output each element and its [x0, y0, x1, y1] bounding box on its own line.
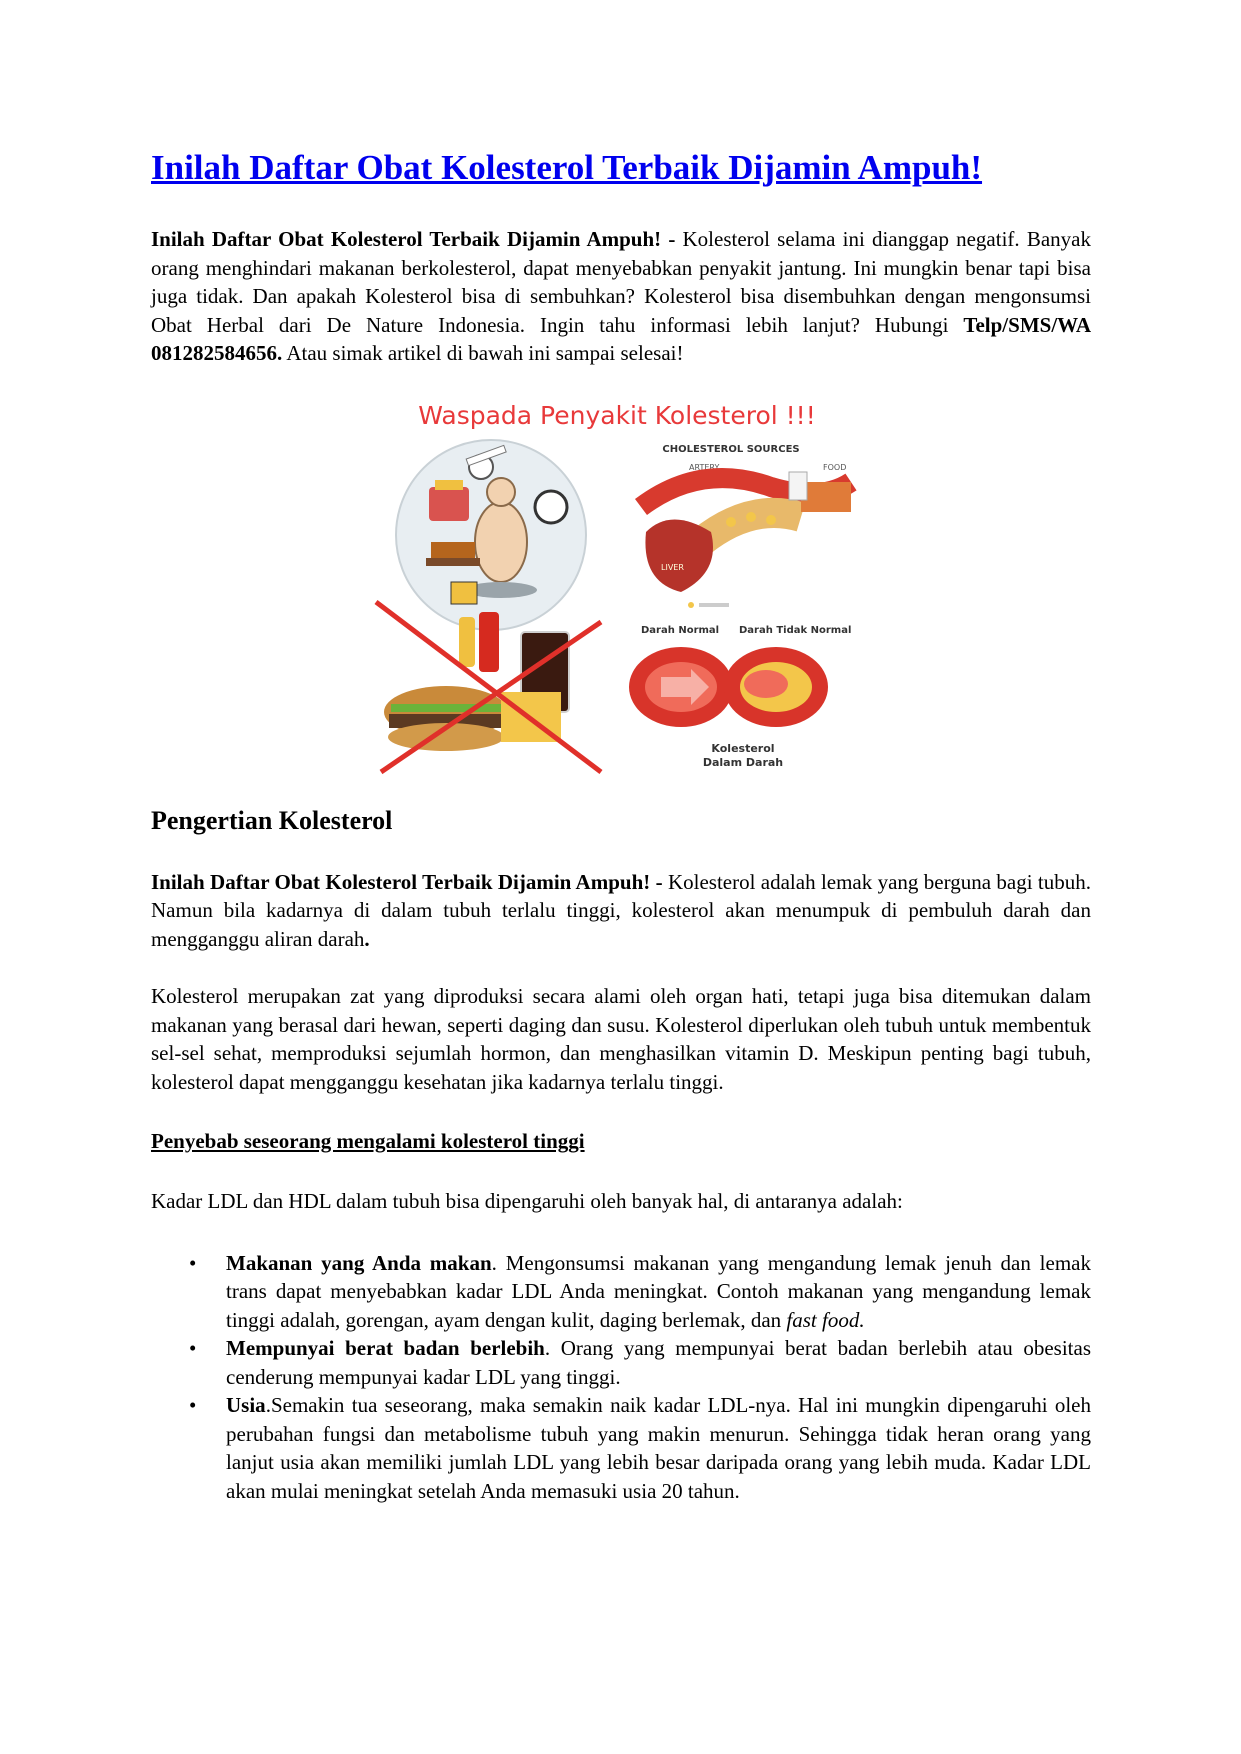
cholesterol-caption-line2: Dalam Darah	[702, 755, 784, 769]
list-item	[151, 1391, 1091, 1505]
article-title-link[interactable]: Inilah Daftar Obat Kolesterol Terbaik Dijamin Ampuh!	[151, 148, 983, 187]
list-item-text: .Semakin tua seseorang, maka semakin naik kadar LDL-nya. Hal ini mungkin dipengaruhi oleh perubahan fungsi dan metabolisme tubuh yang makin menurun. Sehingga tidak heran orang yang lanjut usia akan memiliki jumlah LDL yang lebih besar daripada orang yang lebih muda. Kadar LDL akan mulai meningkat setelah Anda memasuki usia 20 tahun.	[226, 1393, 1091, 1503]
definition-paragraph	[151, 868, 1091, 954]
intro-lead: Inilah Daftar Obat Kolesterol Terbaik Dijamin Ampuh! -	[151, 227, 676, 251]
cholesterol-infographic	[371, 392, 863, 776]
infographic-heading: Waspada Penyakit Kolesterol !!!	[418, 400, 816, 430]
production-paragraph: Kolesterol merupakan zat yang diproduksi secara alami oleh organ hati, tetapi juga bisa ditemukan dalam makanan yang berasal dari hewan, seperti daging dan susu. Kolesterol diperlukan oleh tubuh untuk membentuk sel-sel sehat, memproduksi sejumlah hormon, dan menghasilkan vitamin D. Meskipun penting bagi tubuh, kolesterol dapat mengganggu kesehatan jika kadarnya terlalu tinggi.	[151, 984, 1091, 1094]
causes-intro: Kadar LDL dan HDL dalam tubuh bisa dipengaruhi oleh banyak hal, di antaranya adalah:	[151, 1189, 903, 1213]
definition-end: .	[364, 926, 370, 951]
definition-text: Kolesterol adalah lemak yang berguna bagi tubuh. Namun bila kadarnya di dalam tubuh terlalu tinggi, kolesterol akan menumpuk di pembuluh darah dan mengganggu aliran darah	[151, 869, 1091, 951]
lifestyle-circle	[396, 440, 586, 630]
section-heading-definition: Pengertian Kolesterol	[151, 805, 393, 835]
list-item-text: . Mengonsumsi makanan yang mengandung lemak jenuh dan lemak trans dapat menyebabkan kadar LDL Anda meningkat. Contoh makanan yang mengandung lemak tinggi adalah, gorengan, ayam dengan kulit, daging berlemak, dan	[226, 1250, 1091, 1332]
intro-text: Kolesterol selama ini dianggap negatif. Banyak orang menghindari makanan berkolesterol, dapat menyebabkan penyakit jantung. Ini mungkin benar tapi bisa juga tidak. Dan apakah Kolesterol bisa di sembuhkan? Kolesterol bisa disembuhkan dengan mengonsumsi Obat Herbal dari De Nature Indonesia. Ingin tahu informasi lebih lanjut? Hubungi	[151, 227, 1091, 337]
cholesterol-caption-line1: Kolesterol	[711, 741, 775, 755]
contact-number: Telp/SMS/WA 081282584656.	[151, 312, 1091, 365]
list-item	[151, 1249, 1091, 1335]
intro-text-end: Atau simak artikel di bawah ini sampai selesai!	[282, 341, 684, 365]
abnormal-blood-label: Darah Tidak Normal	[739, 624, 852, 636]
list-item-term: Usia	[226, 1393, 266, 1417]
bullet-icon: •	[189, 1393, 197, 1417]
list-item-italic: fast food.	[786, 1307, 865, 1332]
list-item-text: . Orang yang mempunyai berat badan berlebih atau obesitas cenderung mempunyai kadar LDL yang tinggi.	[226, 1336, 1092, 1389]
artery-label: ARTERY	[689, 462, 720, 472]
section-heading-causes: Penyebab seseorang mengalami kolesterol tinggi	[151, 1129, 585, 1153]
bullet-icon: •	[189, 1250, 197, 1275]
liver-label: LIVER	[661, 562, 684, 572]
list-item	[151, 1334, 1091, 1391]
article	[151, 146, 1091, 1505]
infographic-illustration	[371, 392, 863, 776]
list-item-term: Makanan yang Anda makan	[226, 1250, 492, 1275]
normal-blood-label: Darah Normal	[641, 624, 720, 636]
sources-label: CHOLESTEROL SOURCES	[662, 443, 800, 455]
definition-lead: Inilah Daftar Obat Kolesterol Terbaik Dijamin Ampuh! -	[151, 869, 663, 894]
list-item-term: Mempunyai berat badan berlebih	[226, 1336, 545, 1360]
food-label: FOOD	[823, 462, 847, 472]
bullet-icon: •	[189, 1336, 197, 1360]
causes-list	[151, 1249, 1091, 1506]
intro-paragraph	[151, 225, 1091, 368]
